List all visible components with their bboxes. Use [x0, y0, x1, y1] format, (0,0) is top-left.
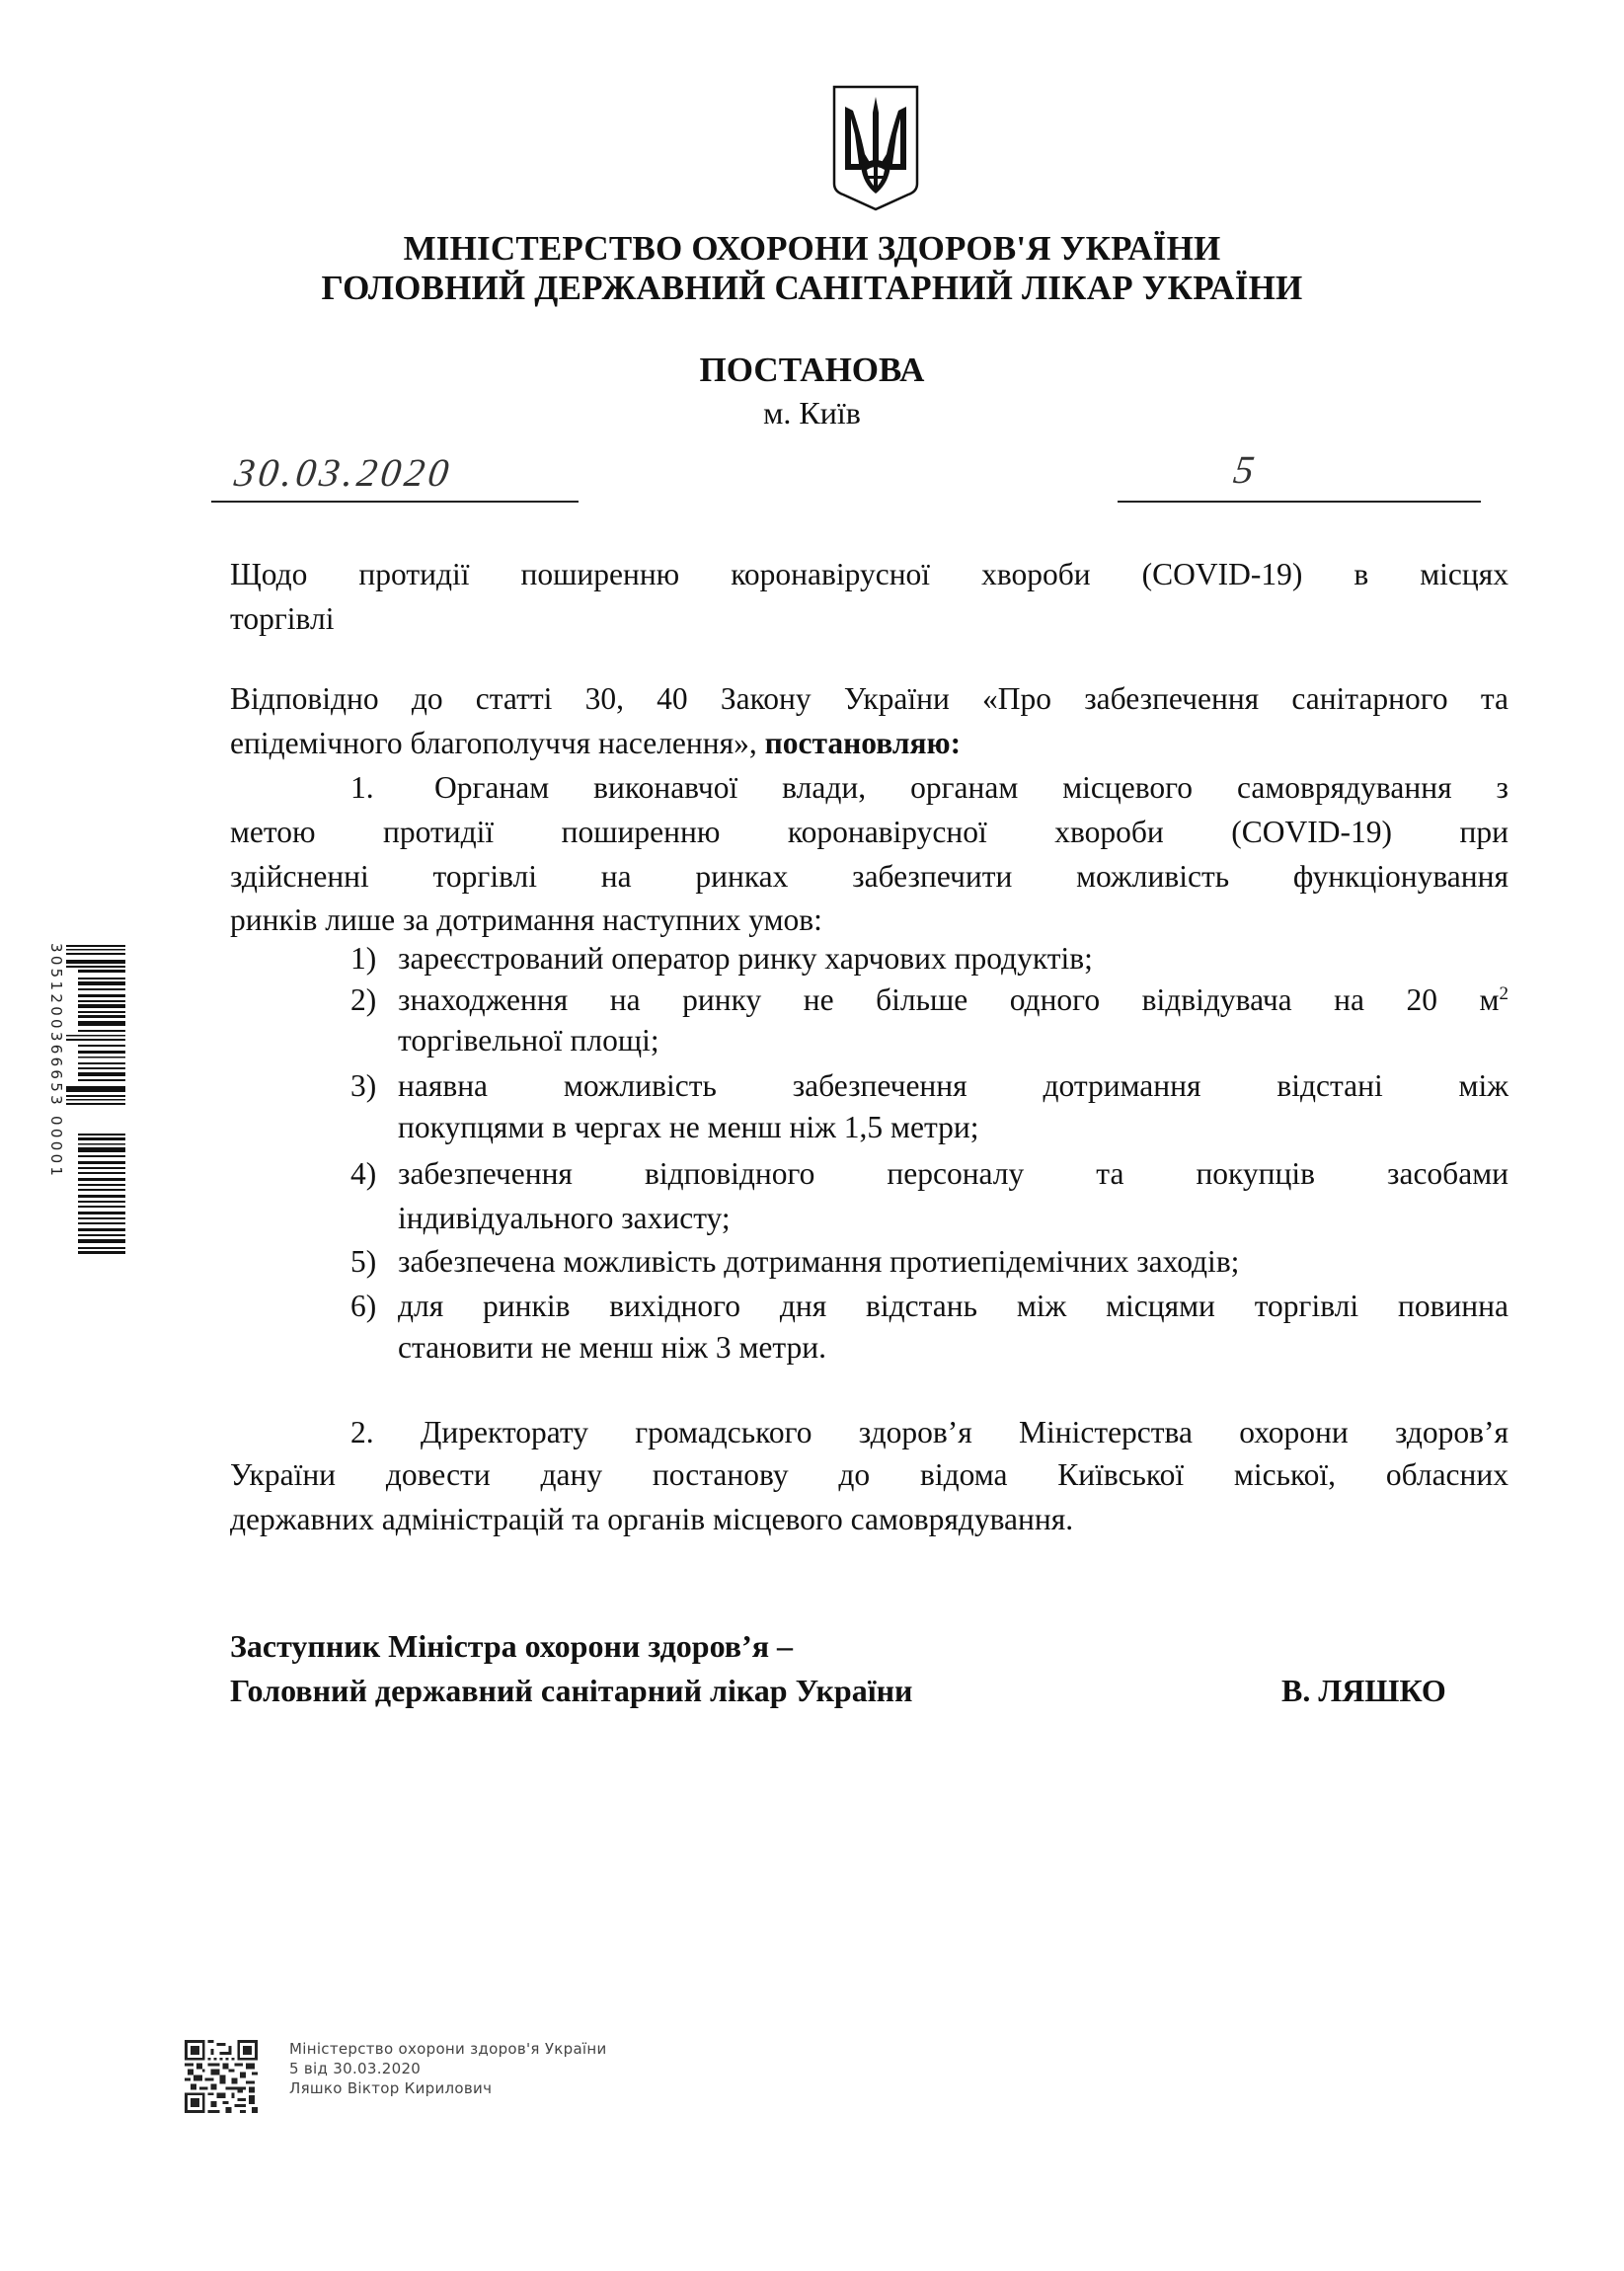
preamble-line-1: Відповідно до статті 30, 40 Закону України «Про забезпечення санітарного та — [230, 681, 1508, 716]
date-underline — [211, 501, 579, 503]
item-1-line-4: ринків лише за дотримання наступних умов: — [230, 902, 822, 937]
condition-3-number: 3) — [350, 1068, 377, 1103]
item-2-line-3: державних адміністрацій та органів місцевого самоврядування. — [230, 1502, 1074, 1536]
condition-3-line-2: покупцями в чергах не менш ніж 1,5 метри; — [398, 1110, 979, 1144]
condition-6-number: 6) — [350, 1289, 377, 1323]
handwritten-date: 30.03.2020 — [231, 450, 456, 495]
office-name: ГОЛОВНИЙ ДЕРЖАВНИЙ САНІТАРНИЙ ЛІКАР УКРАЇНИ — [321, 269, 1303, 307]
condition-5-number: 5) — [350, 1244, 377, 1279]
city: м. Київ — [763, 395, 861, 431]
barcode-bars — [66, 943, 125, 1271]
condition-1-text: зареєстрований оператор ринку харчових продуктів; — [398, 941, 1093, 976]
condition-2-line-2: торгівельної площі; — [398, 1023, 659, 1057]
handwritten-number: 5 — [1230, 447, 1262, 492]
signatory-title-line-1: Заступник Міністра охорони здоров’я – — [230, 1628, 794, 1664]
item-1-line-1: Органам виконавчої влади, органам місцевого самоврядування з — [434, 770, 1508, 805]
signatory-title-line-2: Головний державний санітарний лікар України — [230, 1673, 913, 1708]
signatory-name: В. ЛЯШКО — [1281, 1673, 1446, 1708]
condition-3-line-1: наявна можливість забезпечення дотримання відстані між — [398, 1068, 1508, 1103]
condition-1-number: 1) — [350, 941, 377, 976]
condition-4-line-1: забезпечення відповідного персоналу та покупців засобами — [398, 1156, 1508, 1191]
condition-2-line-1 — [398, 982, 1508, 1018]
e-stamp-line-1: Міністерство охорони здоров'я України — [289, 2040, 607, 2058]
item-1-line-2: метою протидії поширенню коронавірусної хвороби (COVID-19) при — [230, 815, 1508, 849]
preamble-decree-word: постановляю: — [764, 726, 962, 760]
condition-6-line-1: для ринків вихідного дня відстань між місцями торгівлі повинна — [398, 1289, 1508, 1323]
item-1-number: 1. — [350, 770, 374, 805]
condition-2-text: знаходження на ринку не більше одного відвідувача на 20 м — [398, 982, 1500, 1017]
qr-code — [184, 2040, 259, 2113]
item-2-line-2: України довести дану постанову до відома Київської міської, обласних — [230, 1457, 1508, 1492]
preamble-text: епідемічного благополуччя населення», — [230, 726, 765, 760]
condition-6-line-2: становити не менш ніж 3 метри. — [398, 1330, 826, 1365]
preamble-line-2 — [230, 726, 1508, 761]
condition-5-text: забезпечена можливість дотримання протиепідемічних заходів; — [398, 1244, 1240, 1279]
item-2-line-1: 2. Директорату громадського здоров’я Міністерства охорони здоров’я — [350, 1415, 1508, 1449]
condition-2-number: 2) — [350, 982, 377, 1017]
document-type: ПОСТАНОВА — [699, 351, 925, 389]
condition-4-number: 4) — [350, 1156, 377, 1191]
barcode-digits: 3051200366653 00001 — [47, 943, 65, 1180]
subject-line-2: торгівлі — [230, 601, 335, 636]
item-1-line-3: здійсненні торгівлі на ринках забезпечити можливість функціонування — [230, 859, 1508, 894]
subject-line-1: Щодо протидії поширенню коронавірусної хвороби (COVID-19) в місцях — [230, 557, 1508, 591]
coat-of-arms-icon — [831, 85, 920, 211]
condition-4-line-2: індивідуального захисту; — [398, 1201, 731, 1235]
number-underline — [1118, 501, 1481, 503]
e-stamp-line-2: 5 від 30.03.2020 — [289, 2060, 422, 2077]
superscript-2: 2 — [1499, 983, 1508, 1004]
ministry-name: МІНІСТЕРСТВО ОХОРОНИ ЗДОРОВ'Я УКРАЇНИ — [403, 229, 1221, 268]
e-stamp-line-3: Ляшко Віктор Кирилович — [289, 2079, 493, 2097]
document-barcode — [47, 943, 126, 1271]
